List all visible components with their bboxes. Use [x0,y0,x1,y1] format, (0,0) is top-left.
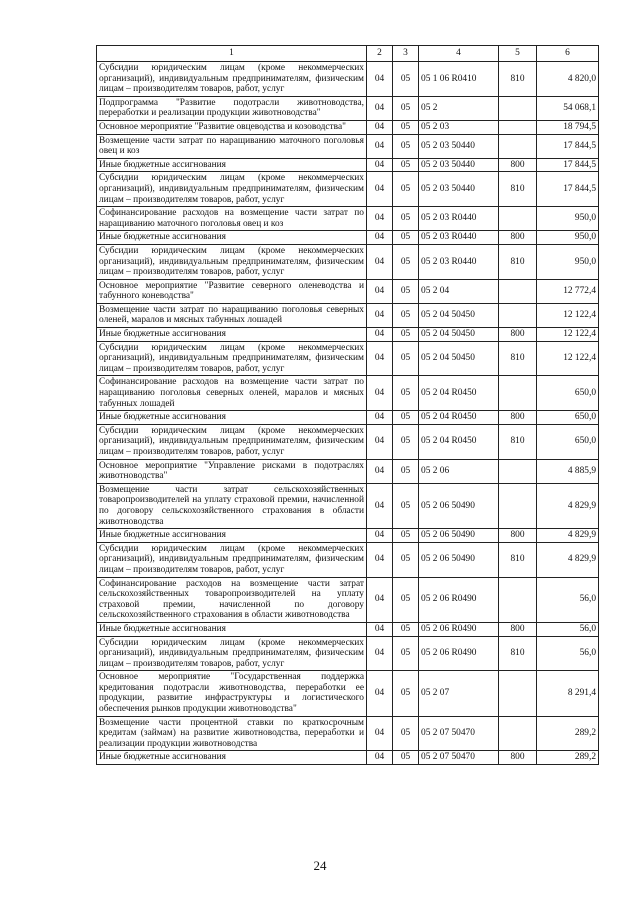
row-section: 04 [367,411,393,425]
row-expense-type: 800 [499,529,537,543]
header-cell: 1 [97,46,367,62]
row-subsection: 05 [393,134,419,158]
table-row [97,483,599,528]
table-row [97,96,599,120]
row-target-code: 05 2 04 R0450 [419,376,499,411]
row-section: 04 [367,134,393,158]
row-name: Субсидии юридическим лицам (кроме некоммерческих организаций), индивидуальным предпринимателям, физическим лицам – производителям товаров, работ, услуг [97,341,367,376]
header-cell: 5 [499,46,537,62]
row-expense-type: 810 [499,542,537,577]
row-subsection: 05 [393,636,419,671]
table-row [97,172,599,207]
row-target-code: 05 2 04 50450 [419,303,499,327]
row-expense-type: 800 [499,411,537,425]
row-target-code: 05 2 04 50450 [419,341,499,376]
page-number: 24 [313,858,327,873]
row-section: 04 [367,231,393,245]
row-expense-type: 810 [499,424,537,459]
row-section: 04 [367,207,393,231]
row-amount: 12 122,4 [537,303,599,327]
row-expense-type [499,134,537,158]
table-row [97,244,599,279]
row-expense-type [499,483,537,528]
row-amount: 17 844,5 [537,158,599,172]
row-section: 04 [367,622,393,636]
row-expense-type [499,120,537,134]
table-row [97,328,599,342]
row-subsection: 05 [393,158,419,172]
row-name: Иные бюджетные ассигнования [97,622,367,636]
row-subsection: 05 [393,529,419,543]
row-amount: 289,2 [537,751,599,765]
row-section: 04 [367,459,393,483]
row-section: 04 [367,328,393,342]
row-subsection: 05 [393,96,419,120]
row-section: 04 [367,158,393,172]
row-section: 04 [367,529,393,543]
table-row [97,134,599,158]
table-row [97,231,599,245]
row-amount: 4 829,9 [537,542,599,577]
row-name: Иные бюджетные ассигнования [97,751,367,765]
row-amount: 4 829,9 [537,483,599,528]
row-subsection: 05 [393,207,419,231]
row-name: Субсидии юридическим лицам (кроме некоммерческих организаций), индивидуальным предпринимателям, физическим лицам – производителям товаров, работ, услуг [97,244,367,279]
header-cell: 6 [537,46,599,62]
row-section: 04 [367,636,393,671]
row-amount: 17 844,5 [537,172,599,207]
row-name: Иные бюджетные ассигнования [97,328,367,342]
row-expense-type [499,96,537,120]
row-subsection: 05 [393,62,419,97]
table-row [97,529,599,543]
row-target-code: 05 2 07 [419,671,499,716]
row-name: Возмещение части затрат сельскохозяйственных товаропроизводителей на уплату страховой премии, начисленной по договору сельскохозяйственного страхования в области животноводства [97,483,367,528]
row-subsection: 05 [393,542,419,577]
table-row [97,636,599,671]
row-subsection: 05 [393,231,419,245]
row-target-code: 05 2 04 R0450 [419,424,499,459]
row-section: 04 [367,172,393,207]
table-row [97,341,599,376]
row-expense-type [499,671,537,716]
row-section: 04 [367,120,393,134]
row-amount: 12 122,4 [537,341,599,376]
row-target-code: 05 2 06 50490 [419,529,499,543]
row-amount: 8 291,4 [537,671,599,716]
row-target-code: 05 1 06 R0410 [419,62,499,97]
table-row [97,120,599,134]
header-cell: 3 [393,46,419,62]
row-subsection: 05 [393,411,419,425]
table-row [97,424,599,459]
row-subsection: 05 [393,622,419,636]
row-expense-type [499,279,537,303]
row-amount: 4 829,9 [537,529,599,543]
row-amount: 18 794,5 [537,120,599,134]
table-row [97,279,599,303]
row-expense-type: 800 [499,622,537,636]
row-amount: 650,0 [537,424,599,459]
row-name: Основное мероприятие "Государственная поддержка кредитования подотрасли животноводства, переработки ее продукции, развитие инфраструктуры и логистического обеспечения рынков продукции животноводства" [97,671,367,716]
row-name: Возмещение части затрат по наращиванию маточного поголовья овец и коз [97,134,367,158]
row-section: 04 [367,751,393,765]
row-target-code: 05 2 06 R0490 [419,636,499,671]
row-subsection: 05 [393,751,419,765]
row-expense-type [499,207,537,231]
row-subsection: 05 [393,577,419,622]
row-name: Субсидии юридическим лицам (кроме некоммерческих организаций), индивидуальным предпринимателям, физическим лицам – производителям товаров, работ, услуг [97,62,367,97]
row-target-code: 05 2 03 50440 [419,172,499,207]
row-subsection: 05 [393,120,419,134]
table-row [97,207,599,231]
row-expense-type [499,376,537,411]
row-subsection: 05 [393,376,419,411]
row-name: Иные бюджетные ассигнования [97,231,367,245]
row-name: Субсидии юридическим лицам (кроме некоммерческих организаций), индивидуальным предпринимателям, физическим лицам – производителям товаров, работ, услуг [97,542,367,577]
row-target-code: 05 2 04 50450 [419,328,499,342]
row-section: 04 [367,244,393,279]
table-row [97,303,599,327]
row-name: Возмещение части процентной ставки по краткосрочным кредитам (займам) на развитие животноводства, переработки и реализации продукции животноводства [97,716,367,751]
row-section: 04 [367,424,393,459]
row-target-code: 05 2 06 R0490 [419,622,499,636]
row-amount: 56,0 [537,577,599,622]
table-row [97,622,599,636]
row-subsection: 05 [393,303,419,327]
row-expense-type: 800 [499,231,537,245]
row-section: 04 [367,542,393,577]
row-name: Основное мероприятие "Развитие овцеводства и козоводства" [97,120,367,134]
row-name: Софинансирование расходов на возмещение части затрат по наращиванию маточного поголовья овец и коз [97,207,367,231]
row-amount: 4 885,9 [537,459,599,483]
row-section: 04 [367,341,393,376]
row-expense-type: 810 [499,172,537,207]
row-section: 04 [367,376,393,411]
table-row [97,376,599,411]
row-name: Основное мероприятие "Развитие северного оленеводства и табунного коневодства" [97,279,367,303]
row-subsection: 05 [393,671,419,716]
row-amount: 950,0 [537,244,599,279]
row-target-code: 05 2 03 R0440 [419,207,499,231]
row-amount: 56,0 [537,636,599,671]
row-name: Субсидии юридическим лицам (кроме некоммерческих организаций), индивидуальным предпринимателям, физическим лицам – производителям товаров, работ, услуг [97,636,367,671]
row-amount: 289,2 [537,716,599,751]
row-name: Софинансирование расходов на возмещение части затрат по наращиванию поголовья северных оленей, маралов и мясных табунных лошадей [97,376,367,411]
row-target-code: 05 2 07 50470 [419,751,499,765]
row-target-code: 05 2 06 50490 [419,542,499,577]
row-subsection: 05 [393,279,419,303]
row-subsection: 05 [393,483,419,528]
row-amount: 650,0 [537,411,599,425]
table-body [97,62,599,765]
row-subsection: 05 [393,459,419,483]
row-target-code: 05 2 03 50440 [419,158,499,172]
row-name: Иные бюджетные ассигнования [97,158,367,172]
row-section: 04 [367,96,393,120]
row-amount: 12 122,4 [537,328,599,342]
table-row [97,577,599,622]
row-amount: 56,0 [537,622,599,636]
row-subsection: 05 [393,716,419,751]
row-expense-type [499,459,537,483]
row-expense-type: 800 [499,158,537,172]
row-expense-type: 800 [499,328,537,342]
row-subsection: 05 [393,341,419,376]
row-name: Софинансирование расходов на возмещение части затрат сельскохозяйственных товаропроизводителей на уплату страховой премии, начисленной по договору сельскохозяйственного страхования в области животноводства [97,577,367,622]
table-row [97,459,599,483]
row-expense-type: 810 [499,244,537,279]
row-target-code: 05 2 06 R0490 [419,577,499,622]
row-expense-type: 800 [499,751,537,765]
row-section: 04 [367,303,393,327]
row-subsection: 05 [393,328,419,342]
row-expense-type: 810 [499,62,537,97]
row-expense-type: 810 [499,636,537,671]
row-target-code: 05 2 07 50470 [419,716,499,751]
row-expense-type: 810 [499,341,537,376]
row-target-code: 05 2 03 R0440 [419,244,499,279]
row-section: 04 [367,716,393,751]
row-name: Возмещение части затрат по наращиванию поголовья северных оленей, маралов и мясных табунных лошадей [97,303,367,327]
table-row [97,542,599,577]
row-subsection: 05 [393,172,419,207]
row-target-code: 05 2 03 50440 [419,134,499,158]
row-amount: 12 772,4 [537,279,599,303]
header-row [97,46,599,62]
row-section: 04 [367,62,393,97]
table-row [97,411,599,425]
header-cell: 2 [367,46,393,62]
row-name: Основное мероприятие "Управление рисками в подотраслях животноводства" [97,459,367,483]
row-target-code: 05 2 03 R0440 [419,231,499,245]
header-cell: 4 [419,46,499,62]
row-amount: 950,0 [537,231,599,245]
table-row [97,158,599,172]
row-target-code: 05 2 [419,96,499,120]
row-name: Иные бюджетные ассигнования [97,411,367,425]
row-amount: 950,0 [537,207,599,231]
row-amount: 17 844,5 [537,134,599,158]
row-target-code: 05 2 06 50490 [419,483,499,528]
row-section: 04 [367,577,393,622]
table-row [97,751,599,765]
row-section: 04 [367,279,393,303]
table-row [97,671,599,716]
row-name: Подпрограмма "Развитие подотрасли животноводства, переработки и реализации продукции животноводства" [97,96,367,120]
row-amount: 4 820,0 [537,62,599,97]
row-name: Субсидии юридическим лицам (кроме некоммерческих организаций), индивидуальным предпринимателям, физическим лицам – производителям товаров, работ, услуг [97,424,367,459]
table-row [97,716,599,751]
row-name: Иные бюджетные ассигнования [97,529,367,543]
table-row [97,62,599,97]
budget-table [96,45,599,765]
row-amount: 54 068,1 [537,96,599,120]
row-name: Субсидии юридическим лицам (кроме некоммерческих организаций), индивидуальным предпринимателям, физическим лицам – производителям товаров, работ, услуг [97,172,367,207]
row-amount: 650,0 [537,376,599,411]
row-target-code: 05 2 03 [419,120,499,134]
row-section: 04 [367,483,393,528]
row-expense-type [499,303,537,327]
row-expense-type [499,577,537,622]
row-target-code: 05 2 04 R0450 [419,411,499,425]
row-target-code: 05 2 04 [419,279,499,303]
row-subsection: 05 [393,244,419,279]
row-target-code: 05 2 06 [419,459,499,483]
row-section: 04 [367,671,393,716]
row-expense-type [499,716,537,751]
row-subsection: 05 [393,424,419,459]
